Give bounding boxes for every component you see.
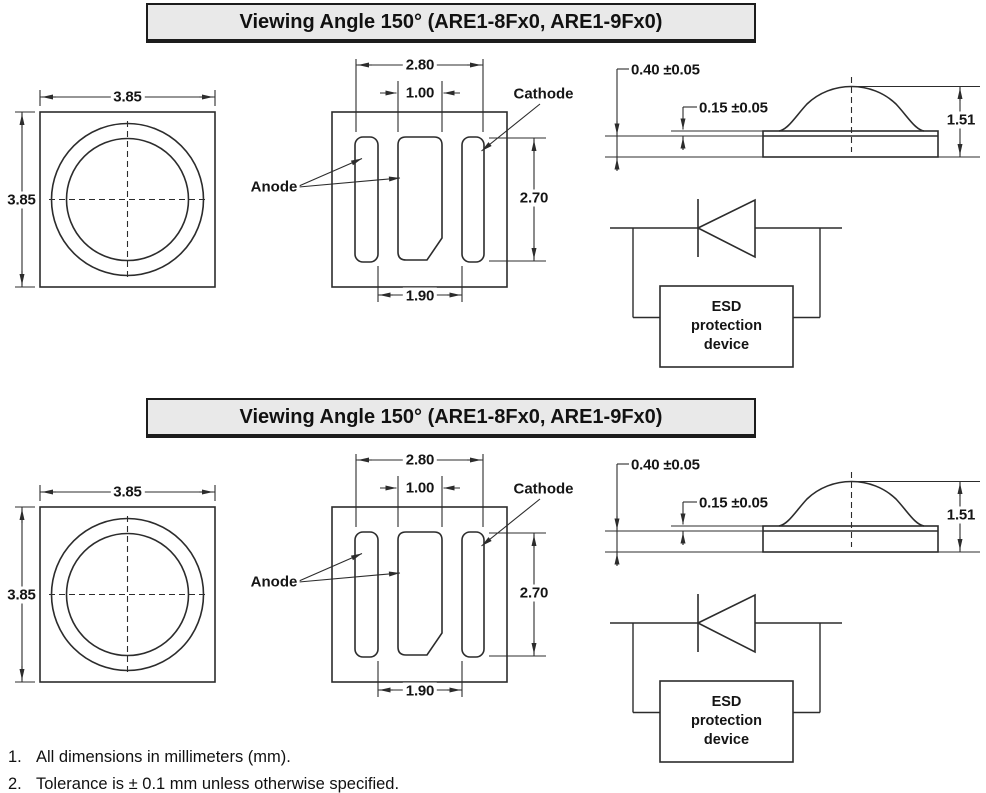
dim-base-thickness-label: 0.40 ±0.05 [631,456,700,473]
esd-line-2: protection [691,318,762,334]
section-title-bar: Viewing Angle 150° (ARE1-8Fx0, ARE1-9Fx0) [146,3,756,43]
dim-pad-span-label: 2.80 [403,57,437,74]
dim-inner-pad-span-label: 1.90 [403,288,437,305]
dim-center-pad-label: 1.00 [403,479,437,496]
dim-total-height-label: 1.51 [944,506,978,523]
dim-total-height-label: 1.51 [944,111,978,128]
esd-line-1: ESD [711,299,742,315]
section-title-bar: Viewing Angle 150° (ARE1-8Fx0, ARE1-9Fx0) [146,398,756,438]
dim-pad-height-label: 2.70 [517,190,551,207]
esd-line-3: device [703,732,750,748]
dim-center-pad-label: 1.00 [403,84,437,101]
dim-base-thickness-label: 0.40 ±0.05 [631,61,700,78]
dim-body-height-label: 3.85 [4,191,38,208]
note-text: Tolerance is ± 0.1 mm unless otherwise specified. [36,775,400,793]
section-2 [0,395,986,790]
anode-label: Anode [250,573,298,590]
dim-body-height-label: 3.85 [4,586,38,603]
dim-flange-thickness-label: 0.15 ±0.05 [699,99,768,116]
esd-line-3: device [703,337,750,353]
esd-line-1: ESD [711,694,742,710]
dim-pad-height-label: 2.70 [517,585,551,602]
note-text: All dimensions in millimeters (mm). [36,748,291,766]
esd-device-label [662,288,791,365]
esd-device-label [662,683,791,760]
cathode-label: Cathode [513,480,574,498]
anode-label: Anode [250,178,298,195]
section-1 [0,0,986,395]
dim-flange-thickness-label: 0.15 ±0.05 [699,494,768,511]
esd-line-2: protection [691,713,762,729]
dim-pad-span-label: 2.80 [403,452,437,469]
cathode-label: Cathode [513,85,574,103]
note-number: 2. [8,775,22,793]
dim-body-width-label: 3.85 [110,89,144,106]
dim-body-width-label: 3.85 [110,484,144,501]
dim-inner-pad-span-label: 1.90 [403,683,437,700]
note-number: 1. [8,748,22,766]
